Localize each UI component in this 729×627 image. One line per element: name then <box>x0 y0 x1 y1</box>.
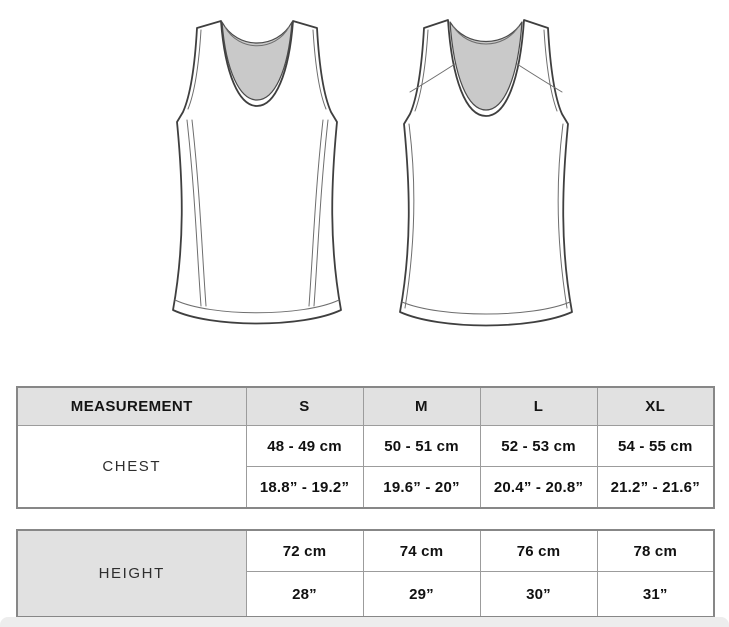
chest-inch-s: 18.8” - 19.2” <box>246 467 363 509</box>
height-inch-s: 28” <box>246 572 363 618</box>
chest-cm-l: 52 - 53 cm <box>480 426 597 467</box>
height-cm-row <box>17 530 714 572</box>
height-cm-xl: 78 cm <box>597 530 714 572</box>
header-size-s: S <box>246 387 363 426</box>
header-measurement: MEASUREMENT <box>17 387 246 426</box>
header-size-m: M <box>363 387 480 426</box>
chest-row-label: CHEST <box>17 426 246 509</box>
height-row-label: HEIGHT <box>17 530 246 617</box>
chest-inch-xl: 21.2” - 21.6” <box>597 467 714 509</box>
size-measurement-table <box>16 386 715 509</box>
tank-top-back-illustration <box>374 12 599 350</box>
chest-cm-m: 50 - 51 cm <box>363 426 480 467</box>
garment-illustrations <box>0 12 729 350</box>
header-size-l: L <box>480 387 597 426</box>
header-size-xl: XL <box>597 387 714 426</box>
chest-inch-l: 20.4” - 20.8” <box>480 467 597 509</box>
size-table-header-row <box>17 387 714 426</box>
chest-cm-s: 48 - 49 cm <box>246 426 363 467</box>
height-cm-s: 72 cm <box>246 530 363 572</box>
chest-cm-row <box>17 426 714 467</box>
chest-inch-m: 19.6” - 20” <box>363 467 480 509</box>
partial-next-table-edge <box>0 617 729 627</box>
tank-top-front-illustration <box>145 12 370 350</box>
chest-cm-xl: 54 - 55 cm <box>597 426 714 467</box>
height-inch-l: 30” <box>480 572 597 618</box>
height-cm-m: 74 cm <box>363 530 480 572</box>
height-table <box>16 529 715 618</box>
height-inch-m: 29” <box>363 572 480 618</box>
height-cm-l: 76 cm <box>480 530 597 572</box>
height-inch-xl: 31” <box>597 572 714 618</box>
